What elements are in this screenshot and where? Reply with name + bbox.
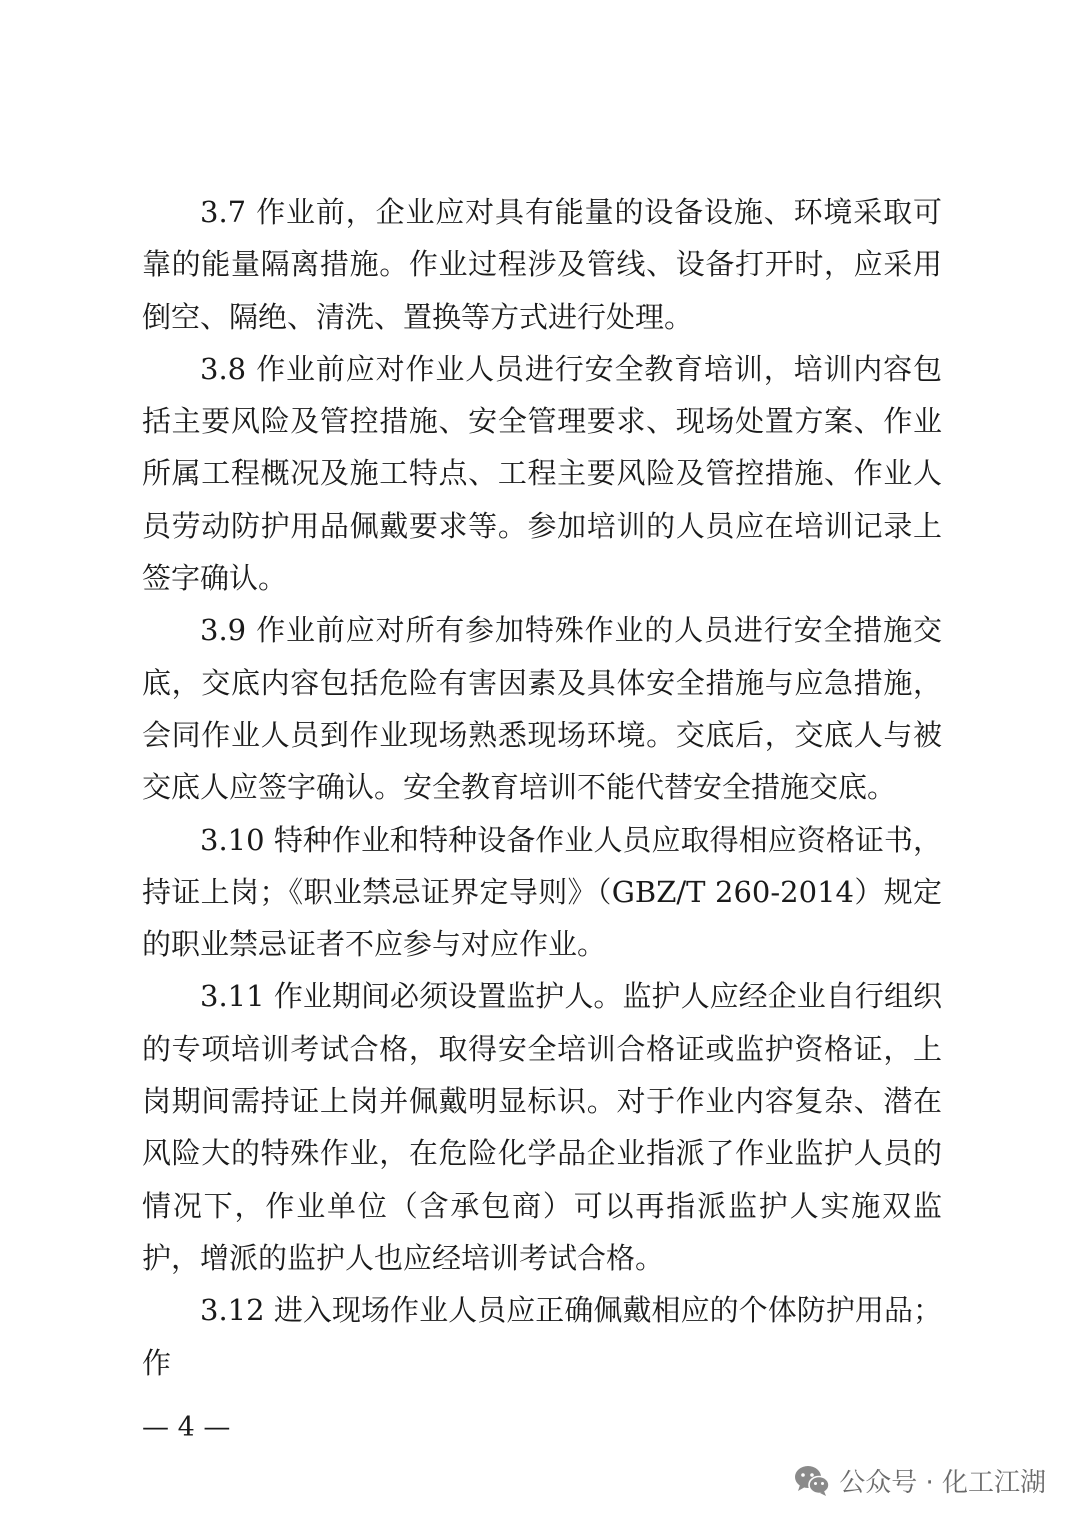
wechat-icon	[793, 1464, 831, 1498]
paragraph-3-8: 3.8 作业前应对作业人员进行安全教育培训，培训内容包括主要风险及管控措施、安全管理要求、现场处置方案、作业所属工程概况及施工特点、工程主要风险及管控措施、作业人员劳动防护用品佩戴要求等。参加培训的人员应在培训记录上签字确认。	[142, 351, 942, 596]
watermark-text: 公众号 · 化工江湖	[839, 1468, 1046, 1498]
watermark	[793, 1462, 1046, 1499]
paragraph-3-10: 3.10 特种作业和特种设备作业人员应取得相应资格证书，持证上岗；《职业禁忌证界定导则》（GBZ/T 260-2014）规定的职业禁忌证者不应参与对应作业。	[142, 822, 942, 962]
document-body	[142, 186, 942, 1389]
page-number: — 4 —	[142, 1412, 231, 1443]
paragraph-3-7: 3.7 作业前，企业应对具有能量的设备设施、环境采取可靠的能量隔离措施。作业过程涉及管线、设备打开时，应采用倒空、隔绝、清洗、置换等方式进行处理。	[142, 195, 942, 334]
paragraph-3-11: 3.11 作业期间必须设置监护人。监护人应经企业自行组织的专项培训考试合格，取得安全培训合格证或监护资格证，上岗期间需持证上岗并佩戴明显标识。对于作业内容复杂、潜在风险大的特殊作业，在危险化学品企业指派了作业监护人员的情况下，作业单位（含承包商）可以再指派监护人实施双监护，增派的监护人也应经培训考试合格。	[142, 979, 942, 1275]
paragraph-3-9: 3.9 作业前应对所有参加特殊作业的人员进行安全措施交底，交底内容包括危险有害因素及具体安全措施与应急措施，会同作业人员到作业现场熟悉现场环境。交底后，交底人与被交底人应签字确认。安全教育培训不能代替安全措施交底。	[142, 613, 942, 805]
paragraph-3-12: 3.12 进入现场作业人员应正确佩戴相应的个体防护用品；作	[142, 1293, 942, 1380]
